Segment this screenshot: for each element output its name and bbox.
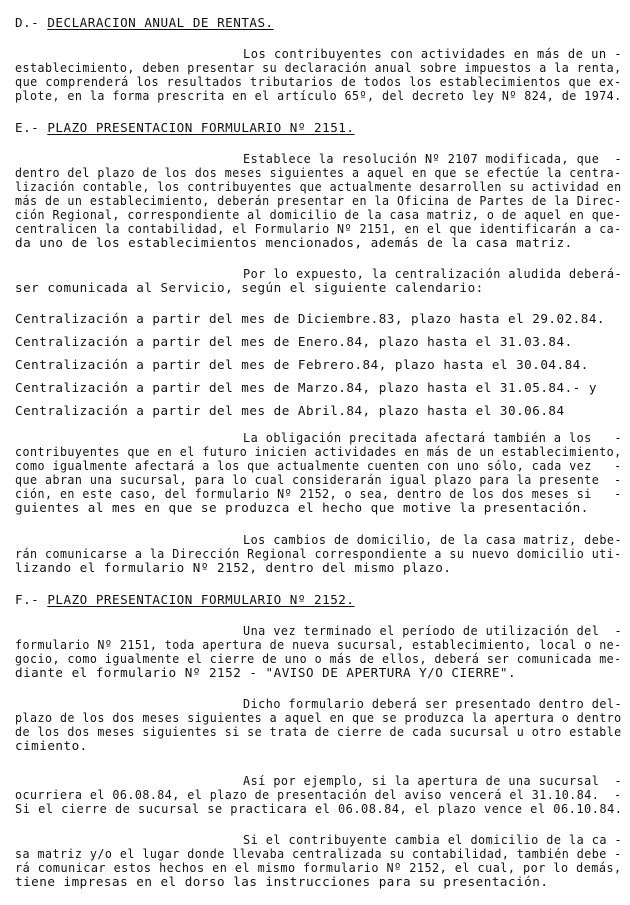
section-d-title: DECLARACION ANUAL DE RENTAS. — [47, 15, 274, 30]
paragraph-line: diante el formulario Nº 2152 - "AVISO DE APERTURA Y/O CIERRE". — [15, 665, 517, 680]
paragraph-line: que comprenderá los resultados tributarios de todos los establecimientos que ex- — [15, 74, 622, 89]
paragraph-line: plote, en la forma prescrita en el artículo 65º, del decreto ley Nº 824, de 1974. — [15, 88, 622, 103]
paragraph-line: sa matriz y/o el lugar donde llevaba centralizada su contabilidad, también debe - — [15, 846, 622, 861]
section-f-letter: F.- — [15, 592, 48, 607]
paragraph-line: ocurriera el 06.08.84, el plazo de presentación del aviso vencerá el 31.10.84. - — [15, 787, 622, 802]
calendar-line: Centralización a partir del mes de Febrero.84, plazo hasta el 30.04.84. — [15, 357, 589, 372]
paragraph-line: rán comunicarse a la Dirección Regional correspondiente a su nuevo domicilio uti- — [15, 546, 622, 561]
paragraph-line: gocio, como igualmente el cierre de uno o más de ellos, deberá ser comunicada me- — [15, 651, 622, 666]
paragraph-line: Los cambios de domicilio, de la casa matriz, debe- — [243, 532, 623, 547]
paragraph-line: centralicen la contabilidad, el Formulario Nº 2151, en el que identificarán a ca- — [15, 221, 622, 236]
paragraph-line: rá comunicar estos hechos en el mismo formulario Nº 2152, el cual, por lo demás, — [15, 860, 622, 875]
paragraph-line: cimiento. — [15, 738, 88, 753]
paragraph-line: Una vez terminado el período de utilización del - — [243, 623, 623, 638]
section-d-heading — [15, 16, 274, 30]
calendar-line: Centralización a partir del mes de Diciembre.83, plazo hasta el 29.02.84. — [15, 311, 605, 326]
paragraph-line: ser comunicada al Servicio, según el siguiente calendario: — [15, 280, 484, 295]
paragraph-line: que abran una sucursal, para lo cual considerarán igual plazo para la presente - — [15, 472, 622, 487]
paragraph-line: Establece la resolución Nº 2107 modificada, que - — [243, 151, 623, 166]
paragraph-line: tiene impresas en el dorso las instrucciones para su presentación. — [15, 874, 549, 889]
section-e-heading — [15, 121, 354, 135]
calendar-line: Centralización a partir del mes de Marzo.84, plazo hasta el 31.05.84.- y — [15, 380, 597, 395]
section-e-letter: E.- — [15, 120, 48, 135]
paragraph-line: Si el cierre de sucursal se practicara el 06.08.84, el plazo vence el 06.10.84. — [15, 801, 623, 816]
section-f-title: PLAZO PRESENTACION FORMULARIO Nº 2152. — [47, 592, 355, 607]
calendar-line: Centralización a partir del mes de Enero.84, plazo hasta el 31.03.84. — [15, 334, 573, 349]
paragraph-line: lizando el formulario Nº 2152, dentro del mismo plazo. — [15, 560, 452, 575]
paragraph-line: Así por ejemplo, si la apertura de una sucursal - — [243, 773, 623, 788]
paragraph-line: guientes al mes en que se produzca el hecho que motive la presentación. — [15, 500, 589, 515]
paragraph-line: plazo de los dos meses siguientes a aquel en que se produzca la apertura o dentro — [15, 710, 622, 725]
paragraph-line: Si el contribuyente cambia el domicilio de la ca - — [243, 832, 623, 847]
section-e-title: PLAZO PRESENTACION FORMULARIO Nº 2151. — [47, 120, 355, 135]
section-f-heading — [15, 593, 354, 607]
paragraph-line: lización contable, los contribuyentes que actualmente desarrollen su actividad en — [15, 179, 622, 194]
calendar-line: Centralización a partir del mes de Abril.84, plazo hasta el 30.06.84 — [15, 403, 565, 418]
paragraph-line: establecimiento, deben presentar su declaración anual sobre impuestos a la renta, — [15, 60, 622, 75]
paragraph-line: contribuyentes que en el futuro inicien actividades en más de un establecimiento, — [15, 444, 622, 459]
paragraph-line: de los dos meses siguientes si se trata de cierre de cada sucursal u otro estable — [15, 724, 622, 739]
paragraph-line: Los contribuyentes con actividades en más de un - — [243, 46, 623, 61]
paragraph-line: más de un establecimiento, deberán presentar en la Oficina de Partes de la Direc- — [15, 193, 622, 208]
paragraph-line: ción Regional, correspondiente al domicilio de la casa matriz, o de aquel en que- — [15, 207, 622, 222]
paragraph-line: Dicho formulario deberá ser presentado dentro del- — [243, 696, 623, 711]
paragraph-line: Por lo expuesto, la centralización aludida deberá- — [243, 266, 623, 281]
paragraph-line: ción, en este caso, del formulario Nº 2152, o sea, dentro de los dos meses si - — [15, 486, 622, 501]
paragraph-line: como igualmente afectará a los que actualmente cuenten con uno sólo, cada vez - — [15, 458, 622, 473]
paragraph-line: dentro del plazo de los dos meses siguientes a aquel en que se efectúe la centra- — [15, 165, 622, 180]
paragraph-line: formulario Nº 2151, toda apertura de nueva sucursal, establecimiento, local o ne- — [15, 637, 622, 652]
paragraph-line: da uno de los establecimientos mencionados, además de la casa matriz. — [15, 235, 573, 250]
paragraph-line: La obligación precitada afectará también a los - — [243, 430, 623, 445]
section-d-letter: D.- — [15, 15, 48, 30]
